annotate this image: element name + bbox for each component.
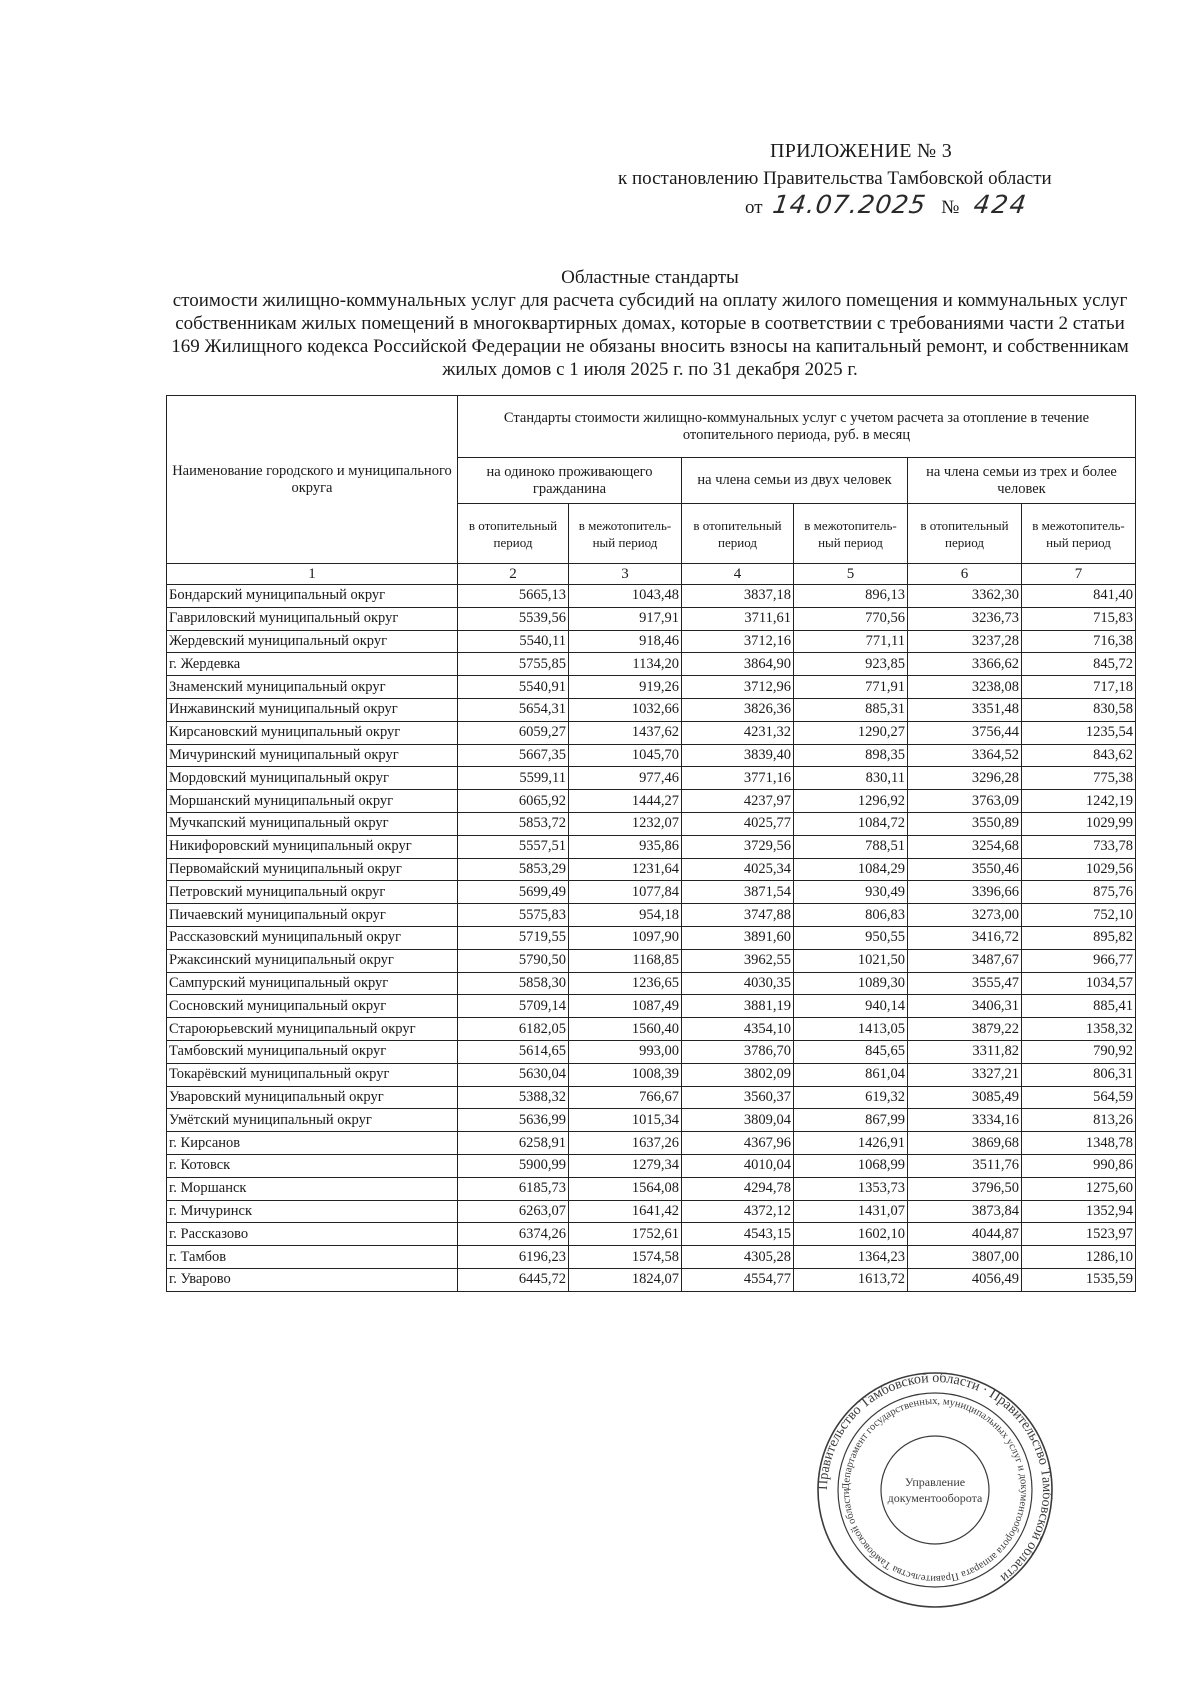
value-cell: 3796,50 [908, 1177, 1022, 1200]
value-cell: 5790,50 [458, 949, 569, 972]
value-cell: 5719,55 [458, 926, 569, 949]
value-cell: 4056,49 [908, 1268, 1022, 1291]
stamp-inner-textpath: Департамент государственных, муниципальных услуг и документооборота аппарата Правительства Тамбовской области [840, 1395, 1030, 1585]
value-cell: 6059,27 [458, 721, 569, 744]
value-cell: 896,13 [794, 585, 908, 608]
document-title [160, 266, 1140, 381]
value-cell: 3237,28 [908, 630, 1022, 653]
value-cell: 3712,16 [682, 630, 794, 653]
value-cell: 917,91 [569, 607, 682, 630]
value-cell: 4231,32 [682, 721, 794, 744]
table-row [167, 812, 1136, 835]
table-row [167, 1177, 1136, 1200]
value-cell: 1043,48 [569, 585, 682, 608]
name-column-header: Наименование городского и муниципального округа [167, 396, 458, 564]
value-cell: 993,00 [569, 1040, 682, 1063]
value-cell: 1077,84 [569, 881, 682, 904]
column-number: 2 [458, 564, 569, 585]
value-cell: 775,38 [1022, 767, 1136, 790]
value-cell: 3864,90 [682, 653, 794, 676]
value-cell: 923,85 [794, 653, 908, 676]
column-number: 3 [569, 564, 682, 585]
value-cell: 977,46 [569, 767, 682, 790]
value-cell: 4010,04 [682, 1154, 794, 1177]
value-cell: 3334,16 [908, 1109, 1022, 1132]
value-cell: 1087,49 [569, 995, 682, 1018]
table-row [167, 835, 1136, 858]
value-cell: 950,55 [794, 926, 908, 949]
value-cell: 733,78 [1022, 835, 1136, 858]
value-cell: 3879,22 [908, 1018, 1022, 1041]
value-cell: 6374,26 [458, 1223, 569, 1246]
value-cell: 1034,57 [1022, 972, 1136, 995]
value-cell: 3238,08 [908, 676, 1022, 699]
stamp-center-ring [881, 1436, 989, 1544]
district-name-cell: Староюрьевский муниципальный округ [167, 1018, 458, 1041]
value-cell: 1613,72 [794, 1268, 908, 1291]
resolution-date-number [745, 190, 1028, 219]
value-cell: 4367,96 [682, 1132, 794, 1155]
table-row [167, 790, 1136, 813]
district-name-cell: Знаменский муниципальный округ [167, 676, 458, 699]
district-name-cell: Первомайский муниципальный округ [167, 858, 458, 881]
subgroup-header: на члена семьи из трех и более человек [908, 458, 1136, 504]
value-cell: 771,11 [794, 630, 908, 653]
document-header [0, 0, 1200, 220]
column-number: 4 [682, 564, 794, 585]
district-name-cell: г. Кирсанов [167, 1132, 458, 1155]
table-row [167, 1132, 1136, 1155]
value-cell: 4025,77 [682, 812, 794, 835]
value-cell: 3296,28 [908, 767, 1022, 790]
value-cell: 1290,27 [794, 721, 908, 744]
value-cell: 3771,16 [682, 767, 794, 790]
value-cell: 3711,61 [682, 607, 794, 630]
value-cell: 935,86 [569, 835, 682, 858]
value-cell: 770,56 [794, 607, 908, 630]
column-number: 1 [167, 564, 458, 585]
value-cell: 3396,66 [908, 881, 1022, 904]
value-cell: 3351,48 [908, 698, 1022, 721]
value-cell: 1008,39 [569, 1063, 682, 1086]
value-cell: 1641,42 [569, 1200, 682, 1223]
value-cell: 830,11 [794, 767, 908, 790]
table-row [167, 1109, 1136, 1132]
value-cell: 766,67 [569, 1086, 682, 1109]
value-cell: 3802,09 [682, 1063, 794, 1086]
value-cell: 3555,47 [908, 972, 1022, 995]
value-cell: 1232,07 [569, 812, 682, 835]
value-cell: 1168,85 [569, 949, 682, 972]
number-sign: № [941, 197, 960, 218]
stamp-ring-2 [838, 1393, 1032, 1587]
value-cell: 5636,99 [458, 1109, 569, 1132]
handwritten-number: 424 [972, 190, 1030, 219]
value-cell: 6182,05 [458, 1018, 569, 1041]
district-name-cell: Мичуринский муниципальный округ [167, 744, 458, 767]
value-cell: 990,86 [1022, 1154, 1136, 1177]
stamp-center-line2: документооборота [887, 1491, 983, 1505]
value-cell: 5755,85 [458, 653, 569, 676]
value-cell: 752,10 [1022, 904, 1136, 927]
district-name-cell: г. Котовск [167, 1154, 458, 1177]
value-cell: 6185,73 [458, 1177, 569, 1200]
value-cell: 895,82 [1022, 926, 1136, 949]
value-cell: 6263,07 [458, 1200, 569, 1223]
value-cell: 5388,32 [458, 1086, 569, 1109]
table-row [167, 1018, 1136, 1041]
district-name-cell: г. Жердевка [167, 653, 458, 676]
table-row [167, 653, 1136, 676]
value-cell: 806,83 [794, 904, 908, 927]
value-cell: 1574,58 [569, 1246, 682, 1269]
resolution-reference: к постановлению Правительства Тамбовской области [618, 168, 1052, 189]
column-number: 6 [908, 564, 1022, 585]
value-cell: 5654,31 [458, 698, 569, 721]
value-cell: 3729,56 [682, 835, 794, 858]
value-cell: 716,38 [1022, 630, 1136, 653]
value-cell: 1637,26 [569, 1132, 682, 1155]
value-cell: 3366,62 [908, 653, 1022, 676]
value-cell: 1279,34 [569, 1154, 682, 1177]
value-cell: 1029,99 [1022, 812, 1136, 835]
value-cell: 1437,62 [569, 721, 682, 744]
district-name-cell: г. Уварово [167, 1268, 458, 1291]
value-cell: 3871,54 [682, 881, 794, 904]
column-number: 7 [1022, 564, 1136, 585]
value-cell: 619,32 [794, 1086, 908, 1109]
period-header: в межотопитель-ный период [1022, 504, 1136, 564]
table-row [167, 972, 1136, 995]
table-row [167, 1063, 1136, 1086]
table-row [167, 607, 1136, 630]
value-cell: 966,77 [1022, 949, 1136, 972]
value-cell: 3362,30 [908, 585, 1022, 608]
district-name-cell: Тамбовский муниципальный округ [167, 1040, 458, 1063]
district-name-cell: г. Рассказово [167, 1223, 458, 1246]
value-cell: 813,26 [1022, 1109, 1136, 1132]
value-cell: 1364,23 [794, 1246, 908, 1269]
value-cell: 3416,72 [908, 926, 1022, 949]
value-cell: 1352,94 [1022, 1200, 1136, 1223]
standards-table-wrapper [166, 395, 1136, 1292]
value-cell: 4554,77 [682, 1268, 794, 1291]
district-name-cell: Петровский муниципальный округ [167, 881, 458, 904]
value-cell: 940,14 [794, 995, 908, 1018]
value-cell: 4025,34 [682, 858, 794, 881]
column-number: 5 [794, 564, 908, 585]
district-name-cell: Сосновский муниципальный округ [167, 995, 458, 1018]
value-cell: 5665,13 [458, 585, 569, 608]
value-cell: 1358,32 [1022, 1018, 1136, 1041]
standards-table [166, 395, 1136, 1292]
value-cell: 3807,00 [908, 1246, 1022, 1269]
value-cell: 1275,60 [1022, 1177, 1136, 1200]
value-cell: 6196,23 [458, 1246, 569, 1269]
value-cell: 3560,37 [682, 1086, 794, 1109]
value-cell: 861,04 [794, 1063, 908, 1086]
table-row [167, 1246, 1136, 1269]
value-cell: 1231,64 [569, 858, 682, 881]
value-cell: 3311,82 [908, 1040, 1022, 1063]
handwritten-date: 14.07.2025 [771, 190, 929, 219]
value-cell: 715,83 [1022, 607, 1136, 630]
value-cell: 3881,19 [682, 995, 794, 1018]
district-name-cell: Умётский муниципальный округ [167, 1109, 458, 1132]
value-cell: 4372,12 [682, 1200, 794, 1223]
subgroup-header: на одиноко проживающего гражданина [458, 458, 682, 504]
value-cell: 717,18 [1022, 676, 1136, 699]
value-cell: 5699,49 [458, 881, 569, 904]
district-name-cell: г. Моршанск [167, 1177, 458, 1200]
table-row [167, 698, 1136, 721]
value-cell: 919,26 [569, 676, 682, 699]
table-row [167, 585, 1136, 608]
value-cell: 788,51 [794, 835, 908, 858]
period-header: в отопительный период [682, 504, 794, 564]
value-cell: 3747,88 [682, 904, 794, 927]
value-cell: 845,72 [1022, 653, 1136, 676]
table-row [167, 1268, 1136, 1291]
value-cell: 5858,30 [458, 972, 569, 995]
value-cell: 5575,83 [458, 904, 569, 927]
subgroup-header: на члена семьи из двух человек [682, 458, 908, 504]
value-cell: 1824,07 [569, 1268, 682, 1291]
value-cell: 1413,05 [794, 1018, 908, 1041]
value-cell: 5853,72 [458, 812, 569, 835]
district-name-cell: Ржаксинский муниципальный округ [167, 949, 458, 972]
value-cell: 1045,70 [569, 744, 682, 767]
value-cell: 4543,15 [682, 1223, 794, 1246]
value-cell: 4305,28 [682, 1246, 794, 1269]
value-cell: 6258,91 [458, 1132, 569, 1155]
value-cell: 1021,50 [794, 949, 908, 972]
district-name-cell: Жердевский муниципальный округ [167, 630, 458, 653]
value-cell: 1426,91 [794, 1132, 908, 1155]
value-cell: 5539,56 [458, 607, 569, 630]
value-cell: 1068,99 [794, 1154, 908, 1177]
value-cell: 806,31 [1022, 1063, 1136, 1086]
value-cell: 885,31 [794, 698, 908, 721]
value-cell: 830,58 [1022, 698, 1136, 721]
value-cell: 1089,30 [794, 972, 908, 995]
value-cell: 1535,59 [1022, 1268, 1136, 1291]
value-cell: 3839,40 [682, 744, 794, 767]
value-cell: 1286,10 [1022, 1246, 1136, 1269]
table-row [167, 1040, 1136, 1063]
date-prefix: от [745, 197, 763, 218]
value-cell: 5709,14 [458, 995, 569, 1018]
value-cell: 954,18 [569, 904, 682, 927]
table-row [167, 995, 1136, 1018]
district-name-cell: Сампурский муниципальный округ [167, 972, 458, 995]
district-name-cell: Рассказовский муниципальный округ [167, 926, 458, 949]
title-subtitle: стоимости жилищно-коммунальных услуг для расчета субсидий на оплату жилого помещения и коммунальных услуг собственникам жилых помещений в многоквартирных домах, которые в соответствии с требованиями части 2 статьи 169 Жилищного кодекса Российской Федерации не обязаны вносить взносы на капитальный ремонт, и собственникам жилых домов с 1 июля 2025 г. по 31 декабря 2025 г. [171, 290, 1129, 380]
value-cell: 843,62 [1022, 744, 1136, 767]
district-name-cell: Бондарский муниципальный округ [167, 585, 458, 608]
value-cell: 3511,76 [908, 1154, 1022, 1177]
value-cell: 5630,04 [458, 1063, 569, 1086]
value-cell: 1242,19 [1022, 790, 1136, 813]
value-cell: 1015,34 [569, 1109, 682, 1132]
value-cell: 1097,90 [569, 926, 682, 949]
table-row [167, 926, 1136, 949]
value-cell: 1236,65 [569, 972, 682, 995]
value-cell: 3550,46 [908, 858, 1022, 881]
value-cell: 1235,54 [1022, 721, 1136, 744]
value-cell: 3756,44 [908, 721, 1022, 744]
district-name-cell: г. Мичуринск [167, 1200, 458, 1223]
value-cell: 771,91 [794, 676, 908, 699]
district-name-cell: Моршанский муниципальный округ [167, 790, 458, 813]
value-cell: 1296,92 [794, 790, 908, 813]
value-cell: 5540,11 [458, 630, 569, 653]
table-row [167, 858, 1136, 881]
value-cell: 4030,35 [682, 972, 794, 995]
value-cell: 3364,52 [908, 744, 1022, 767]
district-name-cell: Уваровский муниципальный округ [167, 1086, 458, 1109]
value-cell: 841,40 [1022, 585, 1136, 608]
period-header: в отопительный период [458, 504, 569, 564]
group-header: Стандарты стоимости жилищно-коммунальных услуг с учетом расчета за отопление в течение отопительного периода, руб. в месяц [458, 396, 1136, 458]
district-name-cell: г. Тамбов [167, 1246, 458, 1269]
value-cell: 3273,00 [908, 904, 1022, 927]
value-cell: 4294,78 [682, 1177, 794, 1200]
value-cell: 5614,65 [458, 1040, 569, 1063]
value-cell: 5599,11 [458, 767, 569, 790]
value-cell: 3406,31 [908, 995, 1022, 1018]
value-cell: 885,41 [1022, 995, 1136, 1018]
value-cell: 898,35 [794, 744, 908, 767]
value-cell: 1353,73 [794, 1177, 908, 1200]
title-main: Областные стандарты [561, 267, 739, 288]
value-cell: 1523,97 [1022, 1223, 1136, 1246]
value-cell: 6445,72 [458, 1268, 569, 1291]
value-cell: 1134,20 [569, 653, 682, 676]
value-cell: 1564,08 [569, 1177, 682, 1200]
value-cell: 845,65 [794, 1040, 908, 1063]
value-cell: 3550,89 [908, 812, 1022, 835]
value-cell: 1431,07 [794, 1200, 908, 1223]
table-row [167, 767, 1136, 790]
district-name-cell: Гавриловский муниципальный округ [167, 607, 458, 630]
value-cell: 3837,18 [682, 585, 794, 608]
value-cell: 3712,96 [682, 676, 794, 699]
value-cell: 918,46 [569, 630, 682, 653]
value-cell: 1444,27 [569, 790, 682, 813]
value-cell: 3327,21 [908, 1063, 1022, 1086]
value-cell: 3236,73 [908, 607, 1022, 630]
value-cell: 5667,35 [458, 744, 569, 767]
table-row [167, 949, 1136, 972]
value-cell: 3085,49 [908, 1086, 1022, 1109]
value-cell: 4044,87 [908, 1223, 1022, 1246]
stamp-inner-text [841, 1396, 1029, 1584]
table-row [167, 1223, 1136, 1246]
value-cell: 5540,91 [458, 676, 569, 699]
district-name-cell: Никифоровский муниципальный округ [167, 835, 458, 858]
value-cell: 3487,67 [908, 949, 1022, 972]
value-cell: 5900,99 [458, 1154, 569, 1177]
table-row [167, 1200, 1136, 1223]
value-cell: 4354,10 [682, 1018, 794, 1041]
value-cell: 3826,36 [682, 698, 794, 721]
table-row [167, 630, 1136, 653]
district-name-cell: Токарёвский муниципальный округ [167, 1063, 458, 1086]
period-header: в отопительный период [908, 504, 1022, 564]
value-cell: 5853,29 [458, 858, 569, 881]
appendix-title: ПРИЛОЖЕНИЕ № 3 [770, 140, 953, 162]
value-cell: 1602,10 [794, 1223, 908, 1246]
table-row [167, 721, 1136, 744]
district-name-cell: Кирсановский муниципальный округ [167, 721, 458, 744]
value-cell: 3869,68 [908, 1132, 1022, 1155]
value-cell: 3786,70 [682, 1040, 794, 1063]
value-cell: 875,76 [1022, 881, 1136, 904]
value-cell: 930,49 [794, 881, 908, 904]
table-row [167, 904, 1136, 927]
value-cell: 3763,09 [908, 790, 1022, 813]
value-cell: 867,99 [794, 1109, 908, 1132]
table-row [167, 676, 1136, 699]
value-cell: 1032,66 [569, 698, 682, 721]
district-name-cell: Мучкапский муниципальный округ [167, 812, 458, 835]
value-cell: 1084,72 [794, 812, 908, 835]
value-cell: 3254,68 [908, 835, 1022, 858]
value-cell: 1560,40 [569, 1018, 682, 1041]
period-header: в межотопитель-ный период [794, 504, 908, 564]
value-cell: 1348,78 [1022, 1132, 1136, 1155]
value-cell: 3873,84 [908, 1200, 1022, 1223]
table-row [167, 744, 1136, 767]
table-row [167, 1086, 1136, 1109]
value-cell: 790,92 [1022, 1040, 1136, 1063]
district-name-cell: Пичаевский муниципальный округ [167, 904, 458, 927]
stamp-center-line1: Управление [904, 1475, 966, 1489]
period-header: в межотопитель-ный период [569, 504, 682, 564]
value-cell: 3891,60 [682, 926, 794, 949]
value-cell: 5557,51 [458, 835, 569, 858]
official-stamp [815, 1370, 1055, 1610]
district-name-cell: Инжавинский муниципальный округ [167, 698, 458, 721]
value-cell: 1752,61 [569, 1223, 682, 1246]
value-cell: 1029,56 [1022, 858, 1136, 881]
stamp-outer-textpath: Правительство Тамбовской области · Правительство Тамбовской области [815, 1370, 1055, 1586]
value-cell: 1084,29 [794, 858, 908, 881]
value-cell: 4237,97 [682, 790, 794, 813]
value-cell: 3962,55 [682, 949, 794, 972]
district-name-cell: Мордовский муниципальный округ [167, 767, 458, 790]
value-cell: 564,59 [1022, 1086, 1136, 1109]
table-row [167, 1154, 1136, 1177]
table-row [167, 881, 1136, 904]
value-cell: 3809,04 [682, 1109, 794, 1132]
value-cell: 6065,92 [458, 790, 569, 813]
